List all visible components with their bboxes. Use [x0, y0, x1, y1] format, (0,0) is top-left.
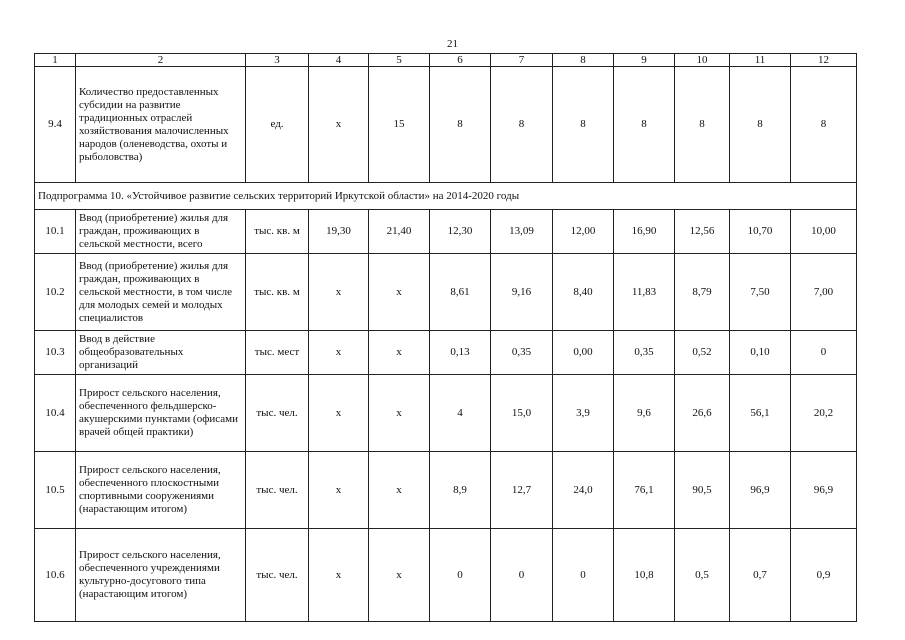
value-cell: х: [309, 331, 369, 375]
value-cell: 8: [730, 67, 791, 183]
value-cell: 15: [369, 67, 430, 183]
value-cell: х: [309, 375, 369, 452]
column-number-cell: 6: [430, 54, 491, 67]
value-cell: 20,2: [791, 375, 857, 452]
indicator-name-cell: Количество предоставленных субсидии на развитие традиционных отраслей хозяйствования малочисленных народов (оленеводства, охоты и рыболовства): [76, 67, 246, 183]
unit-cell: тыс. чел.: [246, 529, 309, 622]
row-number-cell: 10.4: [35, 375, 76, 452]
value-cell: 76,1: [614, 452, 675, 529]
row-number-cell: 10.1: [35, 210, 76, 254]
row-number-cell: 9.4: [35, 67, 76, 183]
value-cell: х: [309, 529, 369, 622]
value-cell: 8: [553, 67, 614, 183]
value-cell: 9,16: [491, 254, 553, 331]
value-cell: х: [309, 67, 369, 183]
column-number-cell: 10: [675, 54, 730, 67]
table-row: [35, 375, 857, 452]
column-number-cell: 11: [730, 54, 791, 67]
value-cell: 0,35: [491, 331, 553, 375]
table-row: [35, 529, 857, 622]
value-cell: 8: [491, 67, 553, 183]
value-cell: 10,70: [730, 210, 791, 254]
value-cell: х: [369, 529, 430, 622]
row-number-cell: 10.2: [35, 254, 76, 331]
value-cell: 56,1: [730, 375, 791, 452]
value-cell: х: [369, 452, 430, 529]
value-cell: 0,7: [730, 529, 791, 622]
value-cell: 0,9: [791, 529, 857, 622]
value-cell: 8: [614, 67, 675, 183]
value-cell: 8,61: [430, 254, 491, 331]
indicator-name-cell: Ввод (приобретение) жилья для граждан, проживающих в сельской местности, в том числе для молодых семей и молодых специалистов: [76, 254, 246, 331]
value-cell: 12,00: [553, 210, 614, 254]
value-cell: 7,00: [791, 254, 857, 331]
value-cell: 19,30: [309, 210, 369, 254]
value-cell: 0,35: [614, 331, 675, 375]
value-cell: 12,56: [675, 210, 730, 254]
row-number-cell: 10.3: [35, 331, 76, 375]
value-cell: 0,00: [553, 331, 614, 375]
value-cell: 11,83: [614, 254, 675, 331]
value-cell: 3,9: [553, 375, 614, 452]
value-cell: х: [369, 375, 430, 452]
indicator-name-cell: Прирост сельского населения, обеспеченного учреждениями культурно-досугового типа (нарастающим итогом): [76, 529, 246, 622]
indicator-name-cell: Ввод (приобретение) жилья для граждан, проживающих в сельской местности, всего: [76, 210, 246, 254]
value-cell: 9,6: [614, 375, 675, 452]
value-cell: 26,6: [675, 375, 730, 452]
value-cell: 8: [791, 67, 857, 183]
value-cell: 4: [430, 375, 491, 452]
value-cell: 0,13: [430, 331, 491, 375]
value-cell: 0: [491, 529, 553, 622]
unit-cell: ед.: [246, 67, 309, 183]
value-cell: 0: [791, 331, 857, 375]
value-cell: 0,52: [675, 331, 730, 375]
indicator-name-cell: Прирост сельского населения, обеспеченного плоскостными спортивными сооружениями (нарастающим итогом): [76, 452, 246, 529]
column-number-cell: 7: [491, 54, 553, 67]
unit-cell: тыс. чел.: [246, 452, 309, 529]
value-cell: 12,7: [491, 452, 553, 529]
unit-cell: тыс. мест: [246, 331, 309, 375]
column-number-cell: 3: [246, 54, 309, 67]
value-cell: х: [369, 331, 430, 375]
table-row: [35, 452, 857, 529]
page-number: 21: [447, 38, 458, 50]
value-cell: 0,5: [675, 529, 730, 622]
column-number-cell: 8: [553, 54, 614, 67]
value-cell: 12,30: [430, 210, 491, 254]
value-cell: 8: [675, 67, 730, 183]
column-number-cell: 2: [76, 54, 246, 67]
subprogram-title: Подпрограмма 10. «Устойчивое развитие сельских территорий Иркутской области» на 2014-2020 годы: [35, 183, 857, 210]
table-row: [35, 210, 857, 254]
indicators-table: [34, 53, 857, 622]
value-cell: 10,8: [614, 529, 675, 622]
column-number-cell: 12: [791, 54, 857, 67]
row-number-cell: 10.5: [35, 452, 76, 529]
value-cell: 10,00: [791, 210, 857, 254]
value-cell: 8,40: [553, 254, 614, 331]
row-number-cell: 10.6: [35, 529, 76, 622]
value-cell: 24,0: [553, 452, 614, 529]
value-cell: 16,90: [614, 210, 675, 254]
value-cell: 13,09: [491, 210, 553, 254]
column-number-cell: 1: [35, 54, 76, 67]
column-number-cell: 4: [309, 54, 369, 67]
value-cell: 0,10: [730, 331, 791, 375]
indicator-name-cell: Ввод в действие общеобразовательных организаций: [76, 331, 246, 375]
unit-cell: тыс. чел.: [246, 375, 309, 452]
table-row: [35, 67, 857, 183]
value-cell: 8,79: [675, 254, 730, 331]
value-cell: 0: [430, 529, 491, 622]
value-cell: 0: [553, 529, 614, 622]
value-cell: 8: [430, 67, 491, 183]
value-cell: 96,9: [730, 452, 791, 529]
unit-cell: тыс. кв. м: [246, 210, 309, 254]
value-cell: 7,50: [730, 254, 791, 331]
unit-cell: тыс. кв. м: [246, 254, 309, 331]
column-number-row: [35, 54, 857, 67]
indicator-name-cell: Прирост сельского населения, обеспеченного фельдшерско-акушерскими пунктами (офисами врачей общей практики): [76, 375, 246, 452]
value-cell: 90,5: [675, 452, 730, 529]
value-cell: 8,9: [430, 452, 491, 529]
table-row: [35, 254, 857, 331]
table-row: [35, 331, 857, 375]
value-cell: 15,0: [491, 375, 553, 452]
subprogram-row: [35, 183, 857, 210]
value-cell: х: [369, 254, 430, 331]
column-number-cell: 5: [369, 54, 430, 67]
value-cell: х: [309, 254, 369, 331]
value-cell: 21,40: [369, 210, 430, 254]
value-cell: 96,9: [791, 452, 857, 529]
column-number-cell: 9: [614, 54, 675, 67]
value-cell: х: [309, 452, 369, 529]
